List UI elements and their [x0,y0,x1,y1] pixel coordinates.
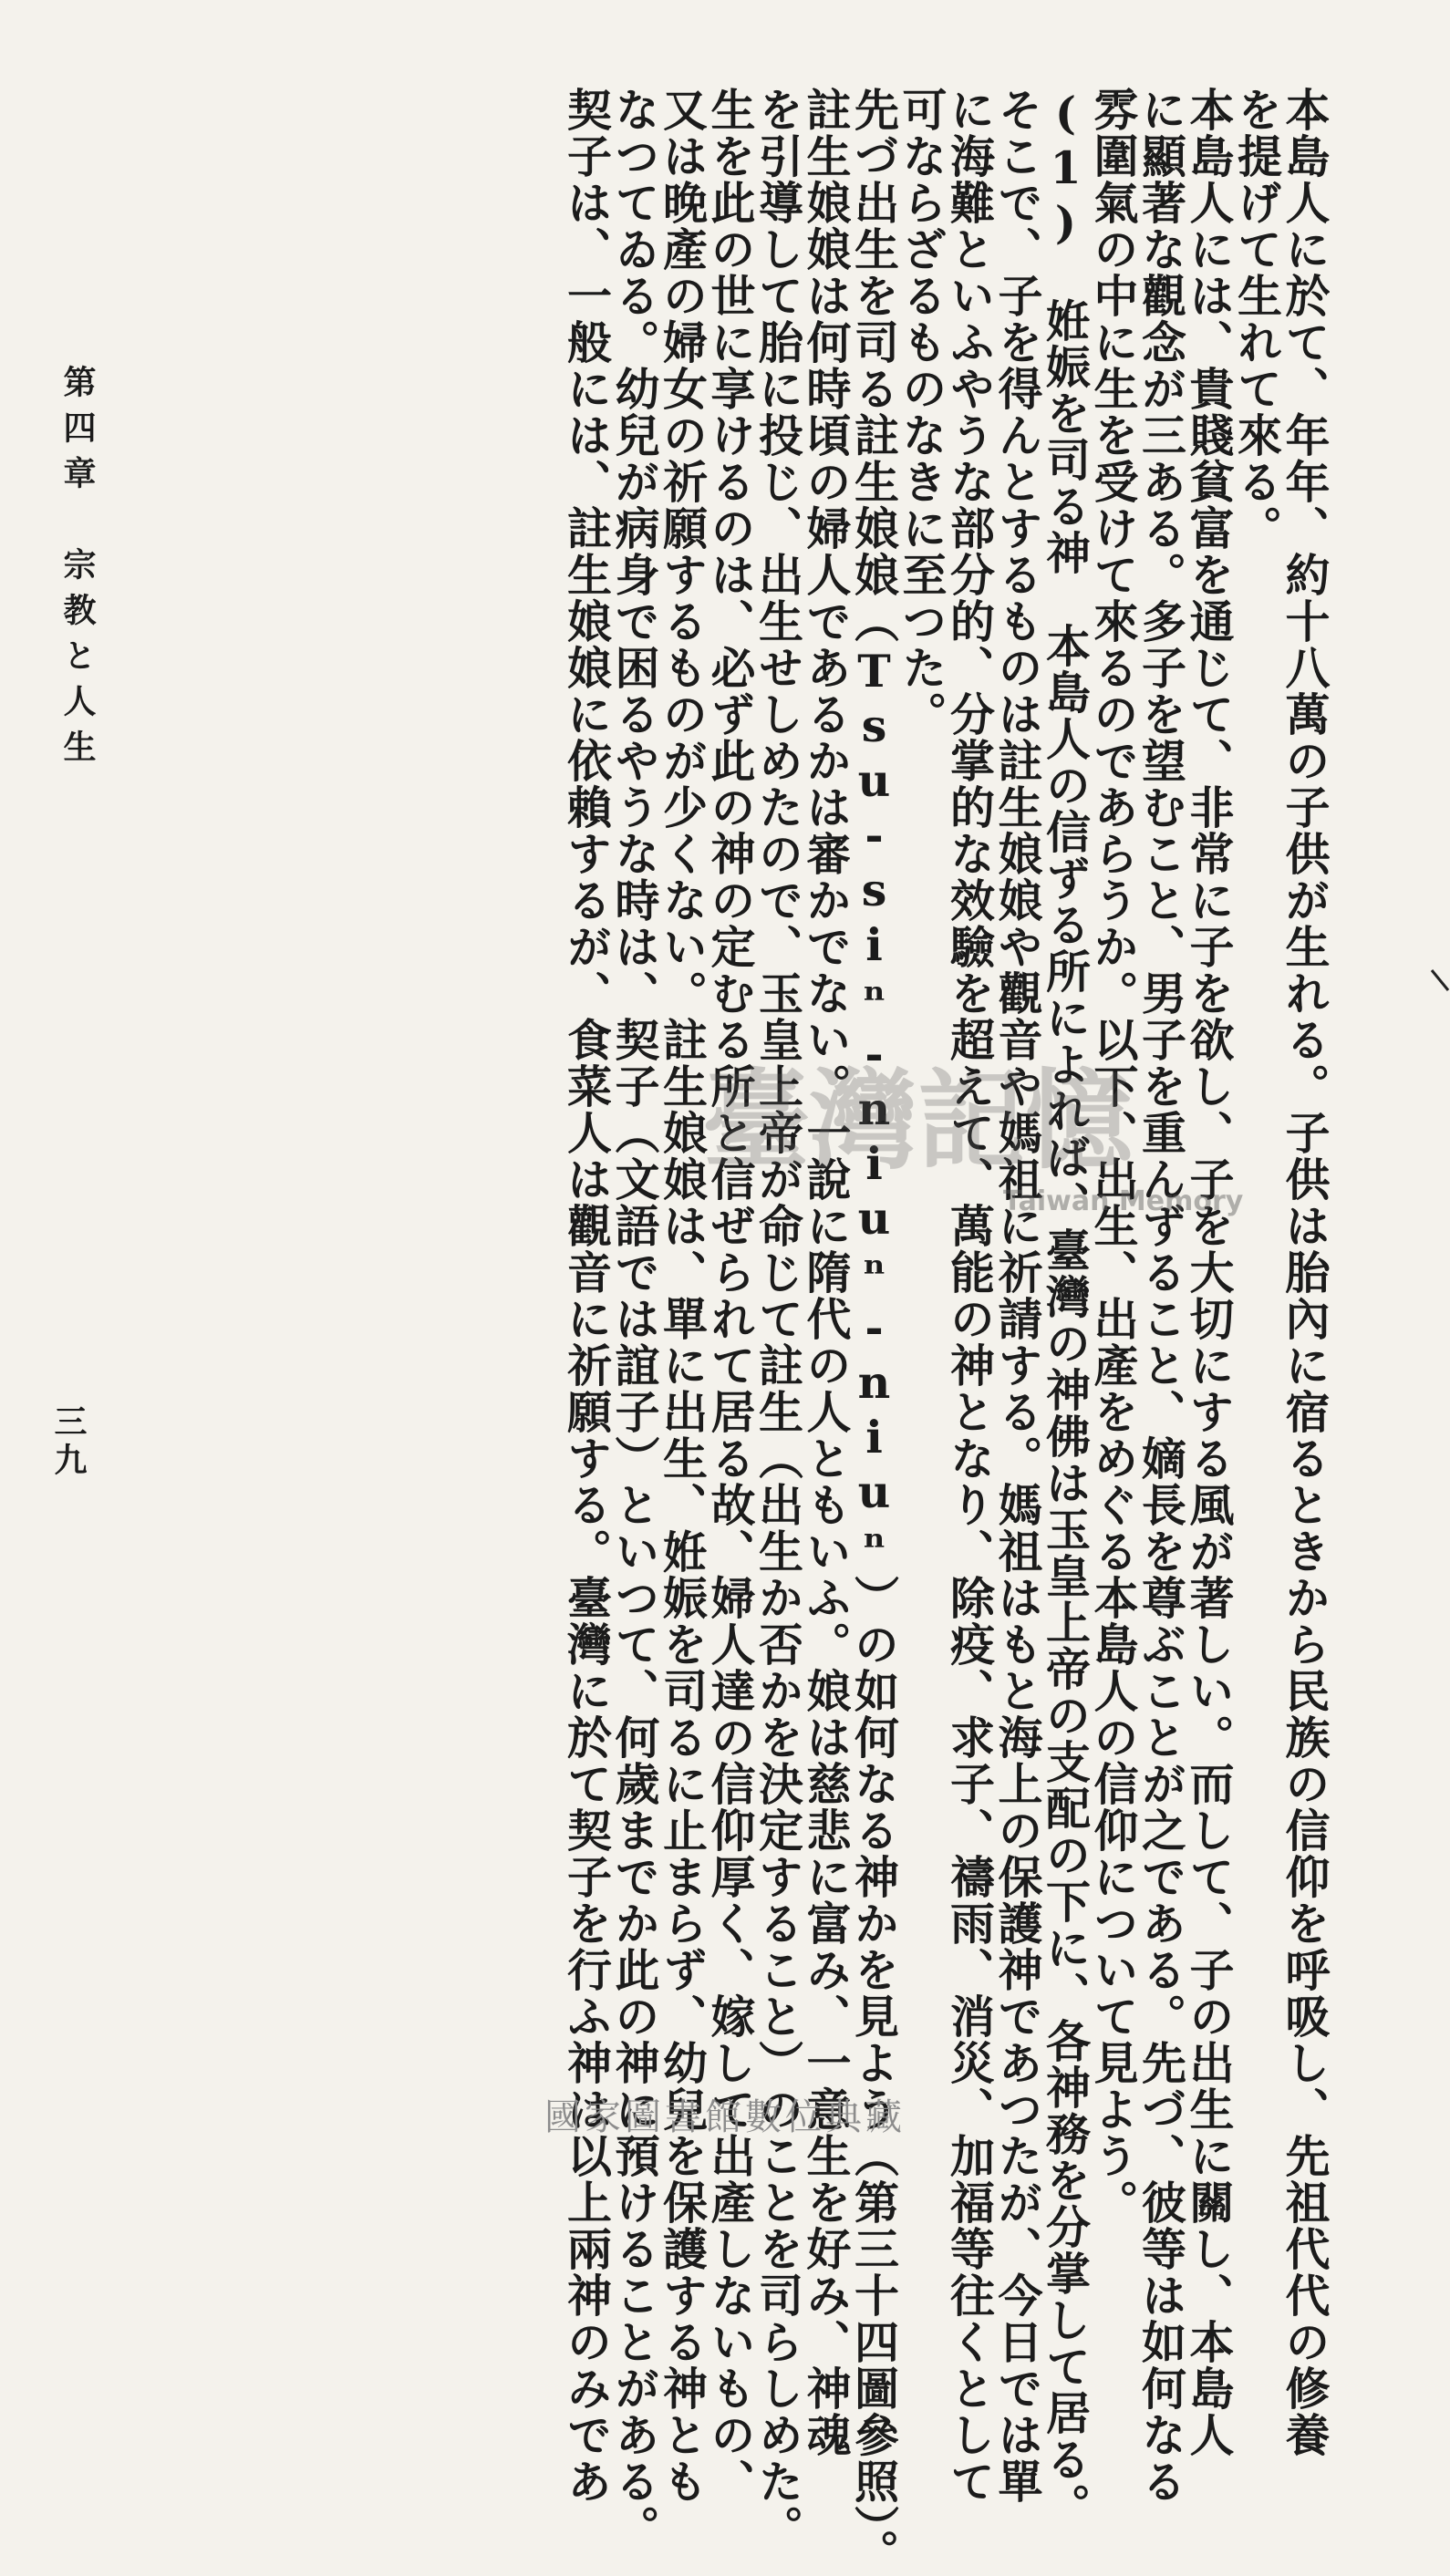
text-column-1: 本島人に於て、年年、約十八萬の子供が生れる。子供は胎內に宿るときから民族の信仰を呼吸し、先祖代代の修養 [1279,87,1331,2458]
page-number: 三九 [49,1404,88,1481]
text-column-12: を引導して胎に投じ、出生せしめたので、玉皇上帝が命じて註生（出生か否かを決定すること）のことを司らしめた。 [751,87,805,2551]
library-footer: 國家圖書館數位典藏 [544,2096,906,2138]
watermark-subtitle: Taiwan Memory [1003,1185,1244,1217]
text-column-6: (1) 姙娠を司る神 本島人の信ずる所によれば、臺灣の神佛は玉皇上帝の支配の下に、各神務を分掌して居る。 [1039,87,1093,2529]
text-column-14: 又は晚產の婦女の祈願するものが少くない。註生娘娘は、單に出生、姙娠を司るに止まらず、幼兒を保護する神とも [656,87,709,2505]
text-column-8: に海難といふやうな部分的、分掌的な效驗を超えて、萬能の神となり、除疫、求子、禱雨、消災、加福等往くとして [943,87,997,2505]
chapter-header: 第四章 宗教と人生 [58,365,97,775]
text-column-5: 雰圍氣の中に生を受けて來るのであらうか。以下、出生、出產をめぐる本島人の信仰について見よう。 [1087,87,1140,2226]
text-column-11: 註生娘娘は何時頃の婦人であるかは審かでない。一說に隋代の人ともいふ。娘は慈悲に富み、一意生を好み、神魂 [800,87,853,2458]
text-column-10: 先づ出生を司る註生娘娘（Tsu-siⁿ-niuⁿ-niuⁿ）の如何なる神かを見よう（第三十四圖參照）。 [847,87,901,2576]
text-column-9: 可ならざるものなきに至つた。 [896,87,948,738]
text-column-4: に顯著な觀念が三ある。多子を望むこと、男子を重んずること、嫡長を尊ぶことが之である。先づ、彼等は如何なる [1134,87,1188,2505]
text-column-3: 本島人には、貴賤貧富を通じて、非常に子を欲し、子を大切にする風が著しい。而して、子の出生に關し、本島人 [1183,87,1236,2458]
text-column-15: なつてゐる。幼兒が病身で困るやうな時は、契子（文語では誼子）といつて、何歲までか此の神に預けることがある。 [608,87,661,2551]
page-edge-mark [1430,967,1450,994]
text-column-7: そこで、子を得んとするものは註生娘娘や觀音や媽祖に祈請する。媽祖はもと海上の保護神であつたが、今日では單 [991,87,1044,2505]
text-column-13: 生を此の世に享けるのは、必ず此の神の定むる所と信ぜられて居る故、婦人達の信仰厚く、嫁して出產しないもの、 [704,87,757,2505]
text-column-2: を提げて生れて來る。 [1230,87,1284,552]
text-column-16: 契子は、一般には、註生娘娘に依賴するが、食菜人は觀音に祈願する。臺灣に於て契子を行ふ神は以上兩神のみであ [560,87,614,2505]
watermark-seal: 臺灣記憶 [702,1057,1134,1184]
